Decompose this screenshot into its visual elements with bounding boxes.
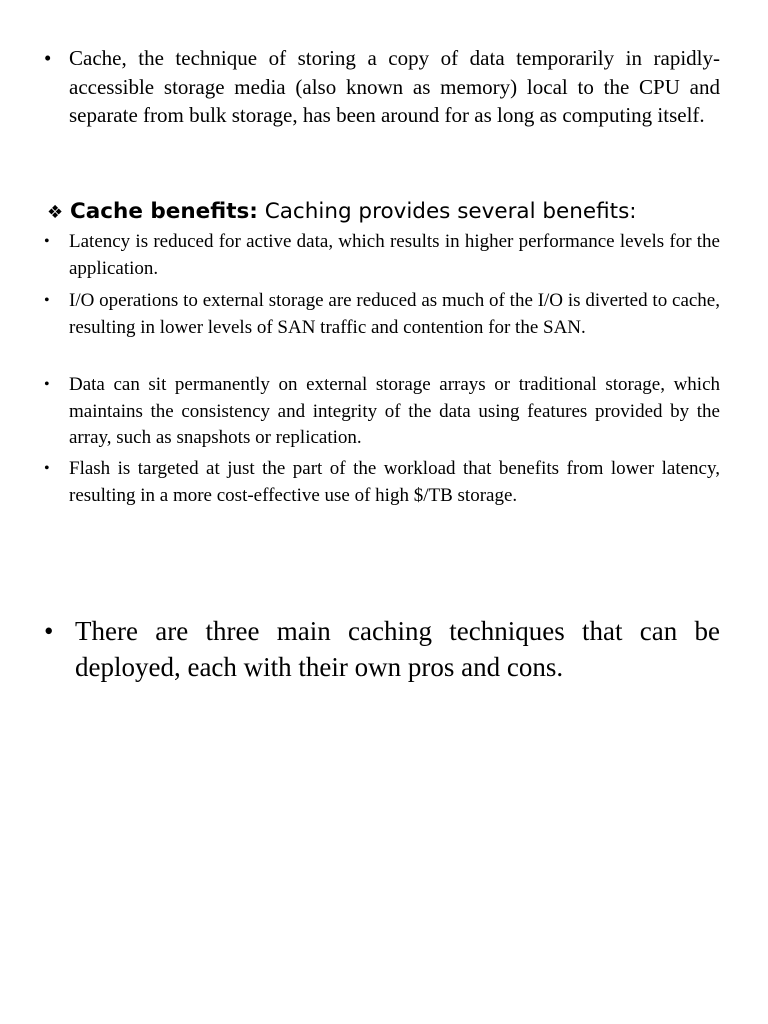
intro-paragraph: Cache, the technique of storing a copy of data temporarily in rapidly-accessible storage media (also known as memory) local to the CPU and separate from bulk storage, has been around for as long as computing itself. [69,46,720,127]
bullet-marker: • [44,292,50,309]
bullet-marker: • [44,460,50,477]
closing-paragraph: There are three main caching techniques that can be deployed, each with their own pros and cons. [75,616,720,682]
intro-bullet-item [44,44,720,130]
bullet-marker: • [44,376,50,393]
benefit-text: I/O operations to external storage are reduced as much of the I/O is diverted to cache, resulting in lower levels of SAN traffic and contention for the SAN. [69,290,720,338]
section-heading [47,197,737,228]
heading-text: Caching provides several benefits: [257,199,637,224]
benefit-item [44,372,720,452]
closing-bullet-item [44,614,720,685]
bullet-marker: • [44,233,50,250]
benefit-item [44,229,720,282]
benefit-text: Data can sit permanently on external storage arrays or traditional storage, which maintains the consistency and integrity of the data using features provided by the array, such as snapshots or replication. [69,374,720,448]
benefit-item [44,288,720,341]
benefit-text: Latency is reduced for active data, which results in higher performance levels for the application. [69,231,720,279]
benefit-item [44,456,720,509]
bullet-marker: • [44,46,52,70]
benefit-text: Flash is targeted at just the part of the workload that benefits from lower latency, resulting in a more cost-effective use of high $/TB storage. [69,458,720,506]
diamond-bullet-icon: ❖ [47,202,64,223]
heading-bold-label: Cache benefits: [70,199,258,224]
bullet-marker: • [44,616,54,646]
